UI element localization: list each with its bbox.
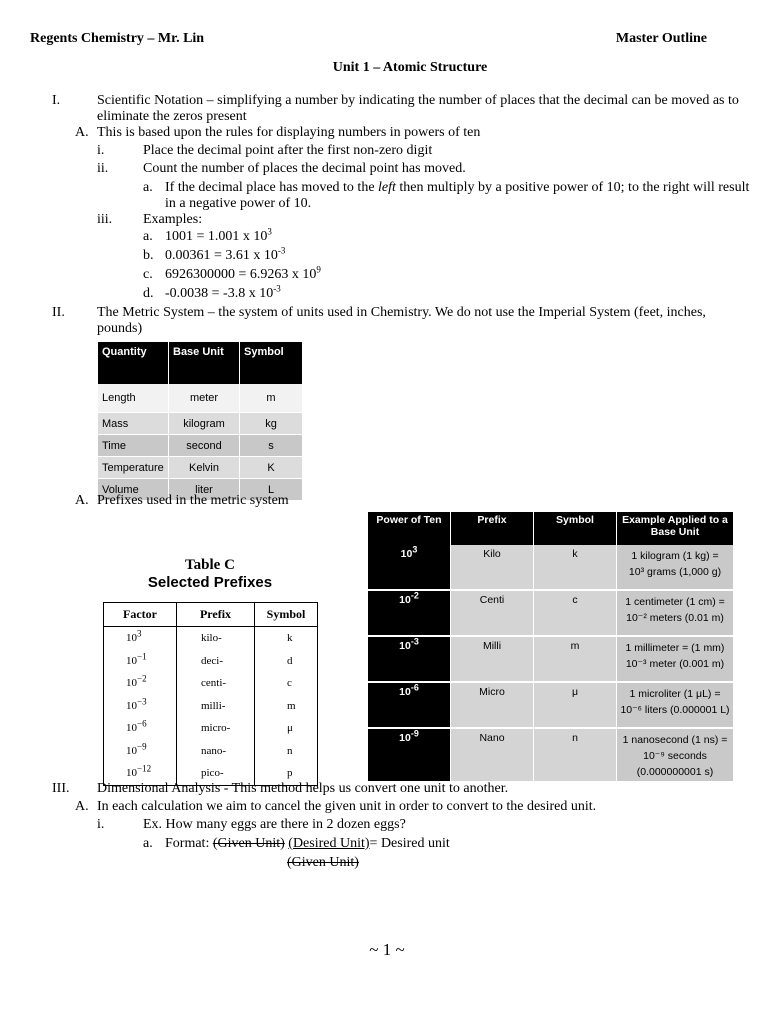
factor-cell: $10^{-12}$	[104, 762, 177, 785]
table-row	[368, 636, 734, 682]
outline-text: Place the decimal point after the first non-zero digit	[143, 143, 433, 158]
page-number: ~ 1 ~	[369, 940, 405, 959]
format-line: Format: (Given Unit) (Desired Unit)= Desired unit	[165, 836, 450, 851]
column-header: Symbol	[255, 603, 318, 627]
column-header: Power of Ten	[368, 512, 451, 545]
example-equation: 6926300000 = 6.9263 x $10^9$	[165, 264, 321, 282]
prefix-cell: kilo-	[177, 627, 255, 650]
prefix-cell: Kilo	[451, 545, 534, 590]
section-number: I.	[52, 93, 61, 108]
section-number: II.	[52, 305, 65, 320]
outline-label: Master Outline	[615, 31, 707, 46]
table-cell: Length	[98, 384, 169, 413]
table-row	[98, 384, 303, 413]
column-header: Prefix	[451, 512, 534, 545]
table-header-row	[368, 512, 734, 545]
outline-letter: A.	[75, 125, 89, 140]
table-row	[104, 650, 318, 673]
table-header-row	[98, 342, 303, 384]
column-header: Symbol	[240, 342, 303, 384]
power-cell: $10^{-6}$	[368, 682, 451, 728]
table-cell: Kelvin	[169, 457, 240, 479]
table-c-title: Table C	[185, 557, 235, 573]
column-header: Symbol	[534, 512, 617, 545]
outline-roman: iii.	[97, 212, 113, 227]
symbol-cell: k	[255, 627, 318, 650]
symbol-cell: μ	[534, 682, 617, 728]
factor-cell: $10^3$	[104, 627, 177, 650]
outline-letter: c.	[143, 267, 153, 282]
outline-roman: i.	[97, 817, 105, 832]
table-cell: Time	[98, 435, 169, 457]
symbol-cell: d	[255, 650, 318, 673]
outline-roman: i.	[97, 143, 105, 158]
symbol-cell: μ	[255, 717, 318, 740]
symbol-cell: p	[255, 762, 318, 785]
given-unit-denominator: (Given Unit)	[287, 855, 359, 870]
power-cell: $10^{-2}$	[368, 590, 451, 636]
example-equation: 1001 = 1.001 x $10^3$	[165, 226, 272, 244]
table-cell: m	[240, 384, 303, 413]
outline-letter: a.	[143, 836, 153, 851]
symbol-cell: k	[534, 545, 617, 590]
symbol-cell: c	[255, 672, 318, 695]
outline-text: This is based upon the rules for displaying numbers in powers of ten	[97, 125, 481, 140]
symbol-cell: n	[255, 740, 318, 763]
symbol-cell: c	[534, 590, 617, 636]
prefix-cell: pico-	[177, 762, 255, 785]
power-cell: $10^{-3}$	[368, 636, 451, 682]
section-text: The Metric System – the system of units used in Chemistry. We do not use the Imperial System (feet, inches, pounds)	[97, 305, 706, 336]
table-cell: meter	[169, 384, 240, 413]
table-cell: Mass	[98, 413, 169, 435]
table-row	[98, 435, 303, 457]
outline-letter: A.	[75, 799, 89, 814]
table-row	[104, 627, 318, 650]
prefix-cell: Milli	[451, 636, 534, 682]
column-header: Prefix	[177, 603, 255, 627]
prefix-cell: deci-	[177, 650, 255, 673]
example-cell: 1 centimeter (1 cm) = 10⁻² meters (0.01 m)	[617, 590, 734, 636]
factor-cell: $10^{-2}$	[104, 672, 177, 695]
outline-letter: a.	[143, 180, 153, 195]
section-text: Dimensional Analysis - This method helps us convert one unit to another.	[97, 781, 509, 796]
table-cell: kg	[240, 413, 303, 435]
table-cell: kilogram	[169, 413, 240, 435]
symbol-cell: m	[534, 636, 617, 682]
table-row	[368, 590, 734, 636]
table-row	[104, 672, 318, 695]
table-cell: K	[240, 457, 303, 479]
column-header: Quantity	[98, 342, 169, 384]
base-unit-table	[98, 342, 303, 501]
table-cell: L	[240, 479, 303, 501]
table-row	[98, 457, 303, 479]
factor-cell: $10^{-6}$	[104, 717, 177, 740]
table-row	[98, 413, 303, 435]
table-header-row	[104, 603, 318, 627]
example-equation: -0.0038 = -3.8 x $10^{-3}$	[165, 283, 281, 301]
outline-text: Count the number of places the decimal point has moved.	[143, 161, 466, 176]
prefix-cell: milli-	[177, 695, 255, 718]
table-row	[368, 728, 734, 782]
outline-roman: ii.	[97, 161, 109, 176]
given-unit-struck: (Given Unit)	[212, 836, 285, 851]
prefix-cell: Micro	[451, 682, 534, 728]
example-cell: 1 kilogram (1 kg) = 10³ grams (1,000 g)	[617, 545, 734, 590]
outline-text: Ex. How many eggs are there in 2 dozen eggs?	[143, 817, 406, 832]
outline-text: If the decimal place has moved to the left then multiply by a positive power of 10; to the right will result in a negative power of 10.	[165, 180, 750, 211]
column-header: Example Applied to a Base Unit	[617, 512, 734, 545]
outline-letter: A.	[75, 493, 89, 508]
example-cell: 1 microliter (1 μL) = 10⁻⁶ liters (0.000001 L)	[617, 682, 734, 728]
example-cell: 1 nanosecond (1 ns) = 10⁻⁹ seconds (0.000000001 s)	[617, 728, 734, 782]
column-header: Base Unit	[169, 342, 240, 384]
factor-cell: $10^{-9}$	[104, 740, 177, 763]
unit-title: Unit 1 – Atomic Structure	[332, 60, 488, 75]
prefix-table-c	[103, 602, 318, 786]
power-cell: $10^3$	[368, 545, 451, 590]
desired-unit: (Desired Unit)	[288, 836, 370, 851]
prefix-cell: micro-	[177, 717, 255, 740]
symbol-cell: m	[255, 695, 318, 718]
table-c-subtitle: Selected Prefixes	[147, 574, 273, 591]
course-title: Regents Chemistry – Mr. Lin	[30, 31, 205, 46]
outline-letter: b.	[143, 248, 154, 263]
symbol-cell: n	[534, 728, 617, 782]
factor-cell: $10^{-1}$	[104, 650, 177, 673]
section-number: III.	[52, 781, 70, 796]
outline-text: Examples:	[143, 212, 203, 227]
outline-text: Prefixes used in the metric system	[97, 493, 289, 508]
table-cell: Temperature	[98, 457, 169, 479]
power-cell: $10^{-9}$	[368, 728, 451, 782]
outline-text: In each calculation we aim to cancel the given unit in order to convert to the desired unit.	[97, 799, 597, 814]
section-text: Scientific Notation – simplifying a number by indicating the number of places that the decimal can be moved as to eliminate the zeros present	[97, 93, 739, 124]
prefix-cell: Nano	[451, 728, 534, 782]
outline-letter: a.	[143, 229, 153, 244]
table-row	[104, 717, 318, 740]
prefix-cell: centi-	[177, 672, 255, 695]
table-cell: Volume	[98, 479, 169, 501]
table-row	[368, 545, 734, 590]
table-row	[104, 695, 318, 718]
column-header: Factor	[104, 603, 177, 627]
factor-cell: $10^{-3}$	[104, 695, 177, 718]
prefix-example-table	[368, 512, 734, 783]
prefix-cell: Centi	[451, 590, 534, 636]
outline-letter: d.	[143, 286, 154, 301]
table-row	[368, 682, 734, 728]
example-cell: 1 millimeter = (1 mm) 10⁻³ meter (0.001 m)	[617, 636, 734, 682]
prefix-cell: nano-	[177, 740, 255, 763]
table-cell: s	[240, 435, 303, 457]
table-cell: second	[169, 435, 240, 457]
example-equation: 0.00361 = 3.61 x $10^{-3}$	[165, 245, 286, 263]
table-cell: liter	[169, 479, 240, 501]
table-row	[104, 740, 318, 763]
